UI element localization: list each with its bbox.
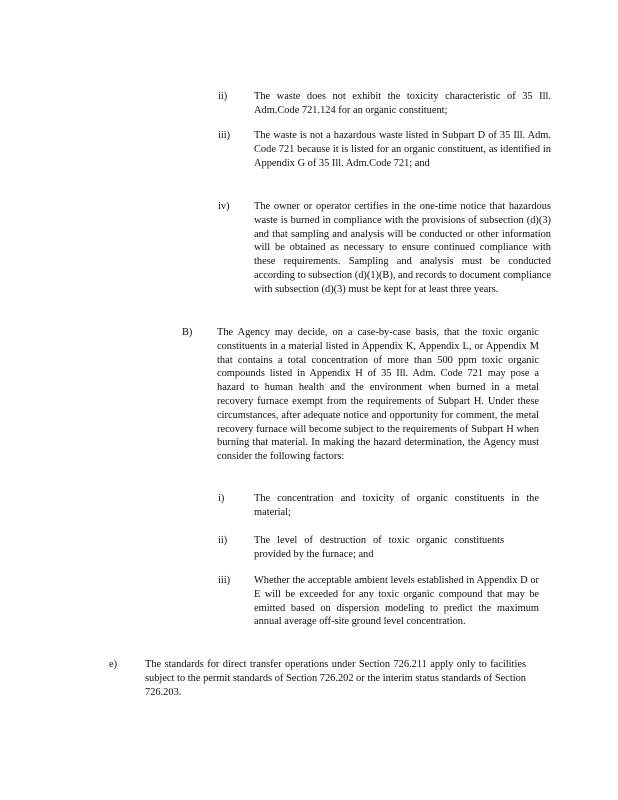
- item-text: The standards for direct transfer operations under Section 726.211 apply only to facilities subject to the permit standards of Section 726.202 or the interim status standards of Section 726.203.: [145, 659, 526, 698]
- item-text: The concentration and toxicity of organic constituents in the material;: [254, 493, 539, 518]
- item-label: e): [109, 659, 118, 670]
- item-text: The Agency may decide, on a case-by-case basis, that the toxic organic constituents in a material listed in Appendix K, Appendix L, or Appendix M that contains a total concentration of more than 500 ppm toxic organic compounds listed in Appendix H of 35 Ill. Adm. Code 721 may pose a hazard to human health and the environment when burned in a metal recovery furnace exempt from the requirements of Subpart H. Under these circumstances, after adequate notice and opportunity for comment, the metal recovery furnace will become subject to the requirements of Subpart H when burning that material. In making the hazard determination, the Agency must consider the following factors:: [217, 327, 539, 463]
- item-label: i): [218, 493, 225, 504]
- item-label: iii): [218, 575, 231, 586]
- item-text: The waste is not a hazardous waste listed in Subpart D of 35 Ill. Adm. Code 721 because it is listed for an organic constituent, as identified in Appendix G of 35 Ill. Adm.Code 721; and: [254, 130, 551, 169]
- item-label: ii): [218, 535, 228, 546]
- item-label: ii): [218, 91, 228, 102]
- item-label: B): [182, 327, 193, 338]
- item-text: The waste does not exhibit the toxicity characteristic of 35 Ill. Adm.Code 721.124 for an organic constituent;: [254, 91, 551, 116]
- item-label: iv): [218, 201, 230, 212]
- item-text: The owner or operator certifies in the one-time notice that hazardous waste is burned in compliance with the provisions of subsection (d)(3) and that sampling and analysis will be conducted or other information will be obtained as necessary to ensure continued compliance with these requirements. Sampling and analysis must be conducted according to subsection (d)(1)(B), and records to document compliance with subsection (d)(3) must be kept for at least three years.: [254, 201, 551, 295]
- item-text: Whether the acceptable ambient levels established in Appendix D or E will be exceeded for any toxic organic compound that may be emitted based on dispersion modeling to predict the maximum annual average off-site ground level concentration.: [254, 575, 539, 628]
- item-label: iii): [218, 130, 231, 141]
- item-text: The level of destruction of toxic organic constituents provided by the furnace; and: [254, 535, 504, 560]
